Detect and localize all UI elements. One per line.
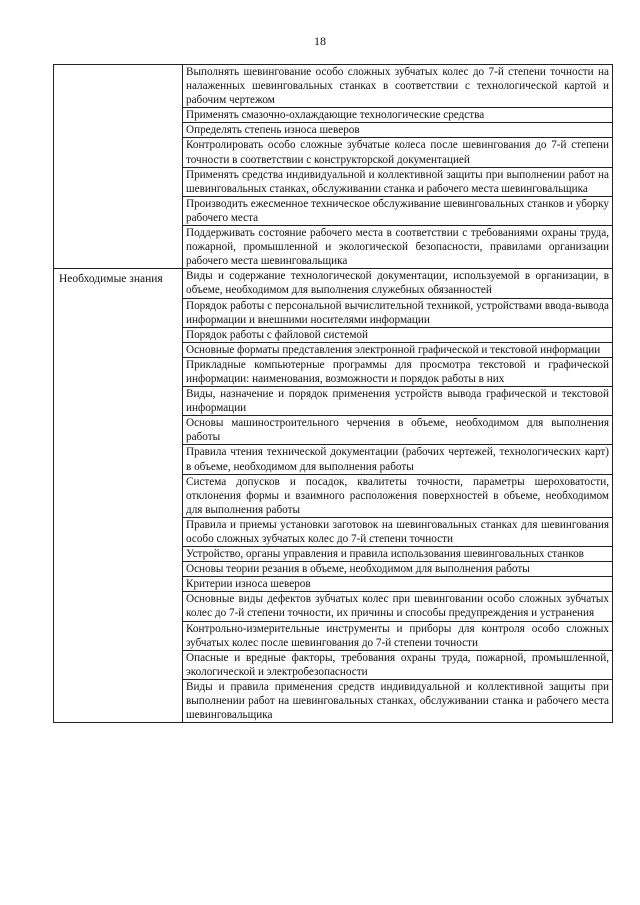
list-item: Применять смазочно-охлаждающие технологические средства xyxy=(183,108,612,123)
page-number: 18 xyxy=(314,34,326,48)
list-item: Производить ежесменное техническое обслуживание шевинговальных станков и уборку рабочего места xyxy=(183,197,612,226)
list-item: Критерии износа шеверов xyxy=(183,577,612,592)
table-row xyxy=(54,269,613,723)
list-item: Контрольно-измерительные инструменты и приборы для контроля особо сложных зубчатых колес после шевингования до 7-й степени точности xyxy=(183,622,612,651)
list-item: Правила чтения технической документации (рабочих чертежей, технологических карт) в объеме, необходимом для выполнения работы xyxy=(183,445,612,474)
list-item: Виды, назначение и порядок применения устройств вывода графической и текстовой информации xyxy=(183,387,612,416)
section-label xyxy=(54,65,183,269)
list-item: Основы машиностроительного черчения в объеме, необходимом для выполнения работы xyxy=(183,416,612,445)
list-item: Порядок работы с персональной вычислительной техникой, устройствами ввода-вывода информации и внешними носителями информации xyxy=(183,299,612,328)
list-item: Основные виды дефектов зубчатых колес при шевинговании особо сложных зубчатых колес до 7-й степени точности, их причины и способы предупреждения и устранения xyxy=(183,592,612,621)
list-item: Контролировать особо сложные зубчатые колеса после шевингования до 7-й степени точности в соответствии с конструкторской документацией xyxy=(183,138,612,167)
list-item: Система допусков и посадок, квалитеты точности, параметры шероховатости, отклонения формы и взаимного расположения поверхностей в объеме, необходимом для выполнения работы xyxy=(183,475,612,518)
list-item: Основные форматы представления электронной графической и текстовой информации xyxy=(183,343,612,358)
list-item: Виды и правила применения средств индивидуальной и коллективной защиты при выполнении работ на шевинговальных станках, обслуживании станка и рабочего места шевинговальщика xyxy=(186,680,609,722)
section-label: Необходимые знания xyxy=(54,269,183,723)
list-item: Устройство, органы управления и правила использования шевинговальных станков xyxy=(183,547,612,562)
items-cell xyxy=(183,269,613,723)
table-row xyxy=(54,65,613,269)
list-item: Опасные и вредные факторы, требования охраны труда, пожарной, промышленной, экологической и электробезопасности xyxy=(183,651,612,680)
list-item: Основы теории резания в объеме, необходимом для выполнения работы xyxy=(183,562,612,577)
requirements-table xyxy=(53,64,613,723)
list-item: Применять средства индивидуальной и коллективной защиты при выполнении работ на шевинговальных станках, обслуживании станка и рабочего места шевинговальщика xyxy=(183,168,612,197)
items-cell xyxy=(183,65,613,269)
list-item: Выполнять шевингование особо сложных зубчатых колес до 7-й степени точности на налаженных шевинговальных станках в соответствии с технологической картой и рабочим чертежом xyxy=(183,65,612,108)
list-item: Определять степень износа шеверов xyxy=(183,123,612,138)
list-item: Правила и приемы установки заготовок на шевинговальных станках для шевингования особо сложных зубчатых колес до 7-й степени точности xyxy=(183,518,612,547)
list-item: Прикладные компьютерные программы для просмотра текстовой и графической информации: наименования, возможности и порядок работы в них xyxy=(183,358,612,387)
list-item: Виды и содержание технологической документации, используемой в организации, в объеме, необходимом для выполнения служебных обязанностей xyxy=(183,269,612,298)
list-item: Порядок работы с файловой системой xyxy=(183,328,612,343)
list-item: Поддерживать состояние рабочего места в соответствии с требованиями охраны труда, пожарной, промышленной и экологической безопасности, правилами организации рабочего места шевинговальщика xyxy=(186,227,609,268)
